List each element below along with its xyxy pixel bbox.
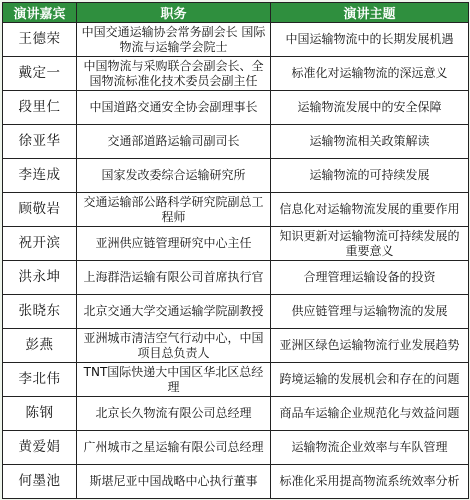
speaker-name: 顾敬岩	[3, 193, 77, 227]
speaker-name: 张晓东	[3, 295, 77, 329]
table-row	[3, 261, 469, 295]
speaker-position: 北京长久物流有限公司总经理	[77, 397, 271, 431]
speech-topic: 供应链管理与运输物流的发展	[271, 295, 469, 329]
table-row	[3, 397, 469, 431]
table-row	[3, 91, 469, 125]
speech-topic: 运输物流发展中的安全保障	[271, 91, 469, 125]
speaker-position: TNT国际快递大中国区华北区总经理	[77, 363, 271, 397]
speaker-name: 王德荣	[3, 23, 77, 57]
speaker-position: 斯堪尼亚中国战略中心执行董事	[77, 465, 271, 499]
speech-topic: 运输物流企业效率与车队管理	[271, 431, 469, 465]
speaker-position: 中国物流与采购联合会副会长、全国物流标准化技术委员会副主任	[77, 57, 271, 91]
speaker-position: 交通部道路运输司副司长	[77, 125, 271, 159]
speech-topic: 信息化对运输物流发展的重要作用	[271, 193, 469, 227]
speaker-position: 上海群浩运输有限公司首席执行官	[77, 261, 271, 295]
speaker-name: 洪永坤	[3, 261, 77, 295]
speaker-position: 中国道路交通安全协会副理事长	[77, 91, 271, 125]
speaker-name: 彭燕	[3, 329, 77, 363]
speaker-position: 广州城市之星运输有限公司总经理	[77, 431, 271, 465]
speech-topic: 亚洲区绿色运输物流行业发展趋势	[271, 329, 469, 363]
table-row	[3, 363, 469, 397]
header-topic: 演讲主题	[271, 3, 469, 23]
table-row	[3, 431, 469, 465]
table-row	[3, 465, 469, 499]
speaker-position: 亚洲供应链管理研究中心主任	[77, 227, 271, 261]
table-row	[3, 159, 469, 193]
speaker-name: 陈钢	[3, 397, 77, 431]
table-row	[3, 193, 469, 227]
speaker-name: 祝开滨	[3, 227, 77, 261]
speech-topic: 标准化采用提高物流系统效率分析	[271, 465, 469, 499]
speech-topic: 中国运输物流中的长期发展机遇	[271, 23, 469, 57]
speaker-position: 亚洲城市清洁空气行动中心，中国项目总负责人	[77, 329, 271, 363]
speaker-name: 徐亚华	[3, 125, 77, 159]
table-row	[3, 295, 469, 329]
speech-topic: 商品车运输企业规范化与效益问题	[271, 397, 469, 431]
table-row	[3, 57, 469, 91]
speaker-position: 交通运输部公路科学研究院副总工程师	[77, 193, 271, 227]
speech-topic: 标准化对运输物流的深远意义	[271, 57, 469, 91]
speaker-table	[2, 2, 469, 499]
speaker-name: 何墨池	[3, 465, 77, 499]
speech-topic: 知识更新对运输物流可持续发展的重要意义	[271, 227, 469, 261]
speaker-name: 段里仁	[3, 91, 77, 125]
table-row	[3, 329, 469, 363]
speech-topic: 跨境运输的发展机会和存在的问题	[271, 363, 469, 397]
table-row	[3, 227, 469, 261]
speech-topic: 合理管理运输设备的投资	[271, 261, 469, 295]
speaker-position: 北京交通大学交通运输学院副教授	[77, 295, 271, 329]
speaker-name: 李连成	[3, 159, 77, 193]
table-row	[3, 125, 469, 159]
speech-topic: 运输物流相关政策解读	[271, 125, 469, 159]
speaker-position: 中国交通运输协会常务副会长 国际物流与运输学会院士	[77, 23, 271, 57]
header-speaker: 演讲嘉宾	[3, 3, 77, 23]
speaker-name: 戴定一	[3, 57, 77, 91]
speaker-name: 黄爱娟	[3, 431, 77, 465]
speaker-position: 国家发改委综合运输研究所	[77, 159, 271, 193]
header-row	[3, 3, 469, 23]
speaker-name: 李北伟	[3, 363, 77, 397]
header-position: 职务	[77, 3, 271, 23]
speech-topic: 运输物流的可持续发展	[271, 159, 469, 193]
table-row	[3, 23, 469, 57]
